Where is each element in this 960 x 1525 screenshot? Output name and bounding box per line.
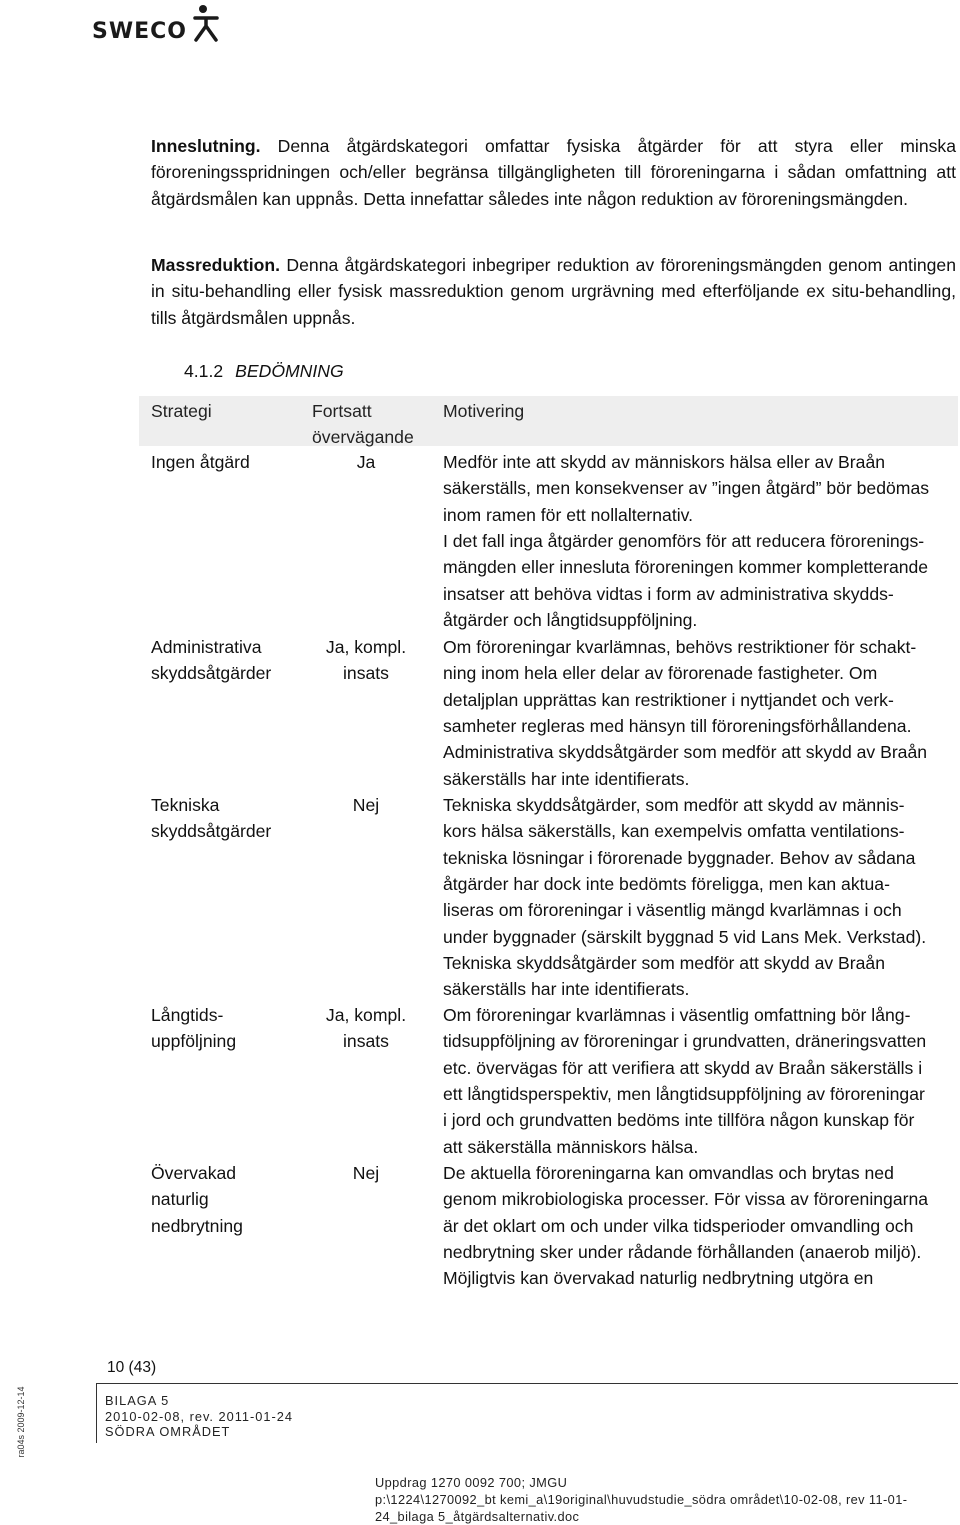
- footer-divider-vertical: [96, 1383, 97, 1443]
- paragraph-massreduktion-heading: Massreduktion.: [151, 255, 281, 275]
- table-header-band: [139, 396, 958, 446]
- footer-path-line1: p:\1224\1270092_bt kemi_a\19original\huvudstudie_södra området\10-02-08, rev 11-01-: [375, 1492, 908, 1507]
- table-cell-motivering: genom mikrobiologiska processer. För vissa av föroreningarna: [443, 1189, 929, 1210]
- table-cell-strategi: Administrativa: [151, 637, 262, 657]
- table-cell-motivering: ning inom hela eller delar av förorenade fastigheter. Om: [443, 663, 878, 684]
- table-cell-motivering: nedbrytning sker under rådande förhållanden (anaerob miljö).: [443, 1241, 922, 1262]
- table-cell-motivering: säkerställs, men konsekvenser av ”ingen åtgärd” bör bedömas: [443, 478, 930, 499]
- table-cell-strategi: skyddsåtgärder: [151, 821, 272, 842]
- footer-uppdrag: Uppdrag 1270 0092 700; JMGU: [375, 1475, 568, 1490]
- table-cell-motivering: Administrativa skyddsåtgärder som medför att skydd av Braån: [443, 742, 928, 763]
- footer-area: SÖDRA OMRÅDET: [105, 1424, 231, 1440]
- table-cell-motivering: De aktuella föroreningarna kan omvandlas och brytas ned: [443, 1163, 894, 1183]
- table-cell-motivering: I det fall inga åtgärder genomförs för att reducera förorenings-: [443, 530, 925, 551]
- table-cell-strategi: skyddsåtgärder: [151, 663, 272, 684]
- table-cell-fortsatt: Nej: [352, 795, 380, 815]
- table-cell-fortsatt: Ja, kompl.: [325, 637, 407, 657]
- logo-text: SWECO: [92, 19, 187, 44]
- footer-file-info: [375, 1474, 935, 1525]
- footer-path-line2: 24_bilaga 5_åtgärdsalternativ.doc: [375, 1509, 580, 1524]
- footer-template-code: ra04s 2009-12-14: [16, 1386, 26, 1458]
- table-cell-strategi: Ingen åtgärd: [151, 452, 250, 472]
- page-number: 10 (43): [107, 1359, 157, 1376]
- table-cell-motivering: Om föroreningar kvarlämnas, behövs restriktioner för schakt-: [443, 637, 917, 657]
- table-cell-motivering: inom ramen för ett nollalternativ.: [443, 504, 694, 525]
- table-cell-fortsatt: insats: [343, 663, 389, 684]
- paragraph-inneslutning-heading: Inneslutning.: [151, 136, 261, 156]
- footer-divider: [96, 1383, 958, 1384]
- column-header-motivering: Motivering: [443, 401, 525, 421]
- column-header-fortsatt-line1: Fortsatt: [312, 401, 372, 421]
- footer-date: 2010-02-08, rev. 2011-01-24: [105, 1408, 294, 1424]
- table-cell-motivering: tekniska lösningar i förorenade byggnader. Behov av sådana: [443, 847, 916, 868]
- table-cell-motivering: under byggnader (särskilt byggnad 5 vid Lans Mek. Verkstad).: [443, 926, 927, 947]
- paragraph-massreduktion-text: Denna åtgärdskategori inbegriper reduktion av föroreningsmängden genom antingen in situ-behandling eller fysisk massreduktion genom urgrävning med efterföljande ex situ-behandling, tills åtgärdsmålen uppnås.: [151, 255, 956, 328]
- table-cell-motivering: åtgärder och långtidsuppföljning.: [443, 609, 698, 630]
- table-cell-motivering: liseras om föroreningar i väsentlig mängd kvarlämnas i och: [443, 900, 902, 921]
- footer-document-meta: [105, 1393, 293, 1440]
- column-header-fortsatt: [312, 398, 414, 451]
- table-cell-motivering: i jord och grundvatten bedöms inte tillföra någon kunskap för: [443, 1110, 915, 1131]
- table-cell-strategi: nedbrytning: [151, 1215, 243, 1236]
- table-cell-fortsatt: Ja, kompl.: [325, 1005, 407, 1025]
- table-cell-strategi: Långtids-: [151, 1005, 224, 1025]
- table-cell-motivering: etc. övervägas för att verifiera att skydd av Braån säkerställs i: [443, 1057, 923, 1078]
- table-cell-motivering: att säkerställa människors hälsa.: [443, 1136, 699, 1157]
- section-title: BEDÖMNING: [235, 361, 344, 381]
- table-cell-strategi: uppföljning: [151, 1031, 237, 1052]
- table-cell-motivering: åtgärder har dock inte bedömts föreligga, men kan aktua-: [443, 873, 890, 894]
- table-cell-motivering: säkerställs har inte identifierats.: [443, 768, 690, 789]
- table-cell-motivering: Medför inte att skydd av människors hälsa eller av Braån: [443, 452, 886, 472]
- column-header-fortsatt-line2: övervägande: [312, 427, 414, 448]
- sweco-figure-icon: [192, 4, 220, 44]
- table-cell-motivering: mängden eller innesluta föroreningen kommer kompletterande: [443, 557, 929, 578]
- paragraph-massreduktion: [151, 252, 956, 331]
- section-number: 4.1.2: [184, 361, 224, 381]
- section-heading: [184, 359, 344, 383]
- table-cell-motivering: är det oklart om och under vilka tidsperioder omvandling och: [443, 1215, 914, 1236]
- table-cell-motivering: kors hälsa säkerställs, kan exempelvis omfatta ventilations-: [443, 821, 905, 842]
- table-cell-fortsatt: Ja: [356, 452, 376, 472]
- table-cell-fortsatt: insats: [343, 1031, 389, 1052]
- table-cell-motivering: Om föroreningar kvarlämnas i väsentlig omfattning bör lång-: [443, 1005, 911, 1025]
- table-cell-motivering: detaljplan upprättas kan restriktioner i nyttjandet och verk-: [443, 689, 894, 710]
- table-cell-motivering: samheter regleras med hänsyn till föroreningsförhållandena.: [443, 715, 912, 736]
- table-cell-motivering: Tekniska skyddsåtgärder som medför att skydd av Braån: [443, 952, 885, 973]
- table-cell-motivering: Möjligtvis kan övervakad naturlig nedbrytning utgöra en: [443, 1268, 874, 1289]
- table-cell-strategi: Tekniska: [151, 795, 220, 815]
- table-cell-motivering: Tekniska skyddsåtgärder, som medför att skydd av männis-: [443, 795, 905, 815]
- table-cell-fortsatt: Nej: [352, 1163, 380, 1183]
- table-cell-motivering: ett långtidsperspektiv, men långtidsuppföljning av föroreningar: [443, 1083, 925, 1104]
- table-cell-strategi: Övervakad: [151, 1163, 237, 1183]
- paragraph-inneslutning: [151, 133, 956, 212]
- table-cell-motivering: säkerställs har inte identifierats.: [443, 979, 690, 1000]
- sweco-logo: [92, 4, 222, 46]
- table-cell-motivering: tidsuppföljning av föroreningar i grundvatten, dräneringsvatten: [443, 1031, 927, 1052]
- column-header-strategi: Strategi: [151, 401, 212, 421]
- table-cell-motivering: insatser att behöva vidtas i form av administrativa skydds-: [443, 583, 894, 604]
- footer-bilaga: BILAGA 5: [105, 1393, 170, 1408]
- table-cell-strategi: naturlig: [151, 1189, 209, 1210]
- paragraph-inneslutning-text: Denna åtgärdskategori omfattar fysiska åtgärder för att styra eller minska föroreningsspridningen och/eller begränsa tillgängligheten till föroreningarna i sådan omfattning att åtgärdsmålen kan uppnås. Detta innefattar således inte någon reduktion av föroreningsmängden.: [151, 136, 956, 209]
